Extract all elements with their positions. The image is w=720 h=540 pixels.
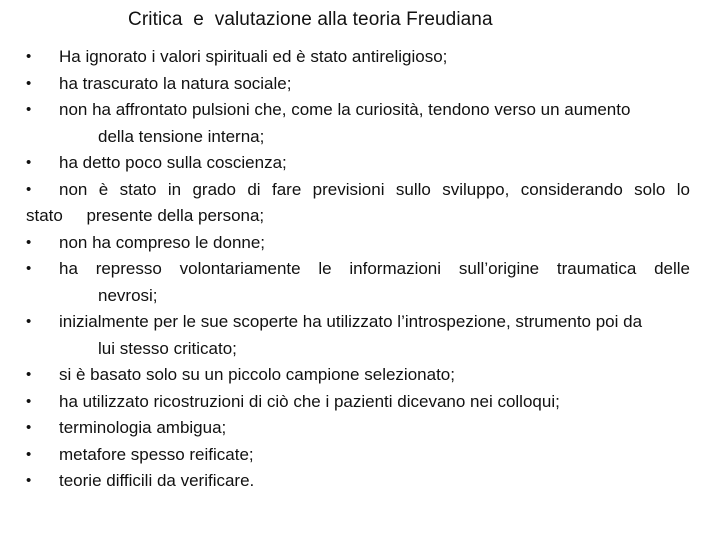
list-item — [26, 71, 694, 98]
list-item-text: inizialmente per le sue scoperte ha utilizzato l’introspezione, strumento poi da — [59, 312, 643, 331]
list-item-continuation: lui stesso criticato; — [98, 338, 237, 358]
list-item — [26, 256, 694, 309]
list-item-text: teorie difficili da verificare. — [59, 471, 255, 490]
bullet-icon: • — [26, 74, 32, 92]
list-item — [26, 309, 694, 362]
bullet-icon: • — [26, 472, 32, 489]
list-item-text: Ha ignorato i valori spirituali ed è stato antireligioso; — [59, 47, 448, 66]
list-item — [26, 442, 694, 469]
list-item-text: non ha affrontato pulsioni che, come la curiosità, tendono verso un aumento — [59, 100, 631, 119]
list-item — [26, 362, 694, 389]
list-item-text: non è stato in grado di fare previsioni sullo sviluppo, considerando solo lo — [59, 179, 690, 199]
list-item-text: ha utilizzato ricostruzioni di ciò che i pazienti dicevano nei colloqui; — [59, 391, 560, 411]
list-item-continuation: stato presente della persona; — [26, 206, 265, 225]
bullet-icon: • — [26, 233, 32, 251]
list-item-text: ha represso volontariamente le informazioni sull’origine traumatica delle — [59, 259, 690, 278]
bullet-icon: • — [26, 154, 32, 171]
list-item — [26, 389, 694, 416]
bullet-icon: • — [26, 101, 32, 118]
list-item-text: ha detto poco sulla coscienza; — [59, 153, 287, 172]
list-item-text: si è basato solo su un piccolo campione selezionato; — [59, 365, 455, 384]
bullet-icon: • — [26, 313, 32, 330]
bullet-icon: • — [26, 48, 32, 65]
bullet-icon: • — [26, 419, 32, 436]
list-item — [26, 230, 694, 257]
criticism-list — [26, 44, 694, 495]
list-item — [26, 97, 694, 150]
list-item — [26, 150, 694, 177]
list-item-continuation: nevrosi; — [98, 285, 158, 305]
list-item-text: ha trascurato la natura sociale; — [59, 73, 292, 93]
bullet-icon: • — [26, 180, 32, 198]
bullet-icon: • — [26, 366, 32, 383]
list-item-text: terminologia ambigua; — [59, 418, 227, 437]
list-item — [26, 415, 694, 442]
list-item — [26, 468, 694, 495]
bullet-icon: • — [26, 392, 32, 410]
list-item-continuation: della tensione interna; — [98, 126, 265, 146]
list-item-text: metafore spesso reificate; — [59, 444, 254, 464]
bullet-icon: • — [26, 445, 32, 463]
list-item — [26, 44, 694, 71]
list-item-text: non ha compreso le donne; — [59, 232, 266, 252]
bullet-icon: • — [26, 260, 32, 277]
page-title: Critica e valutazione alla teoria Freudiana — [128, 9, 493, 30]
list-item — [26, 177, 694, 230]
